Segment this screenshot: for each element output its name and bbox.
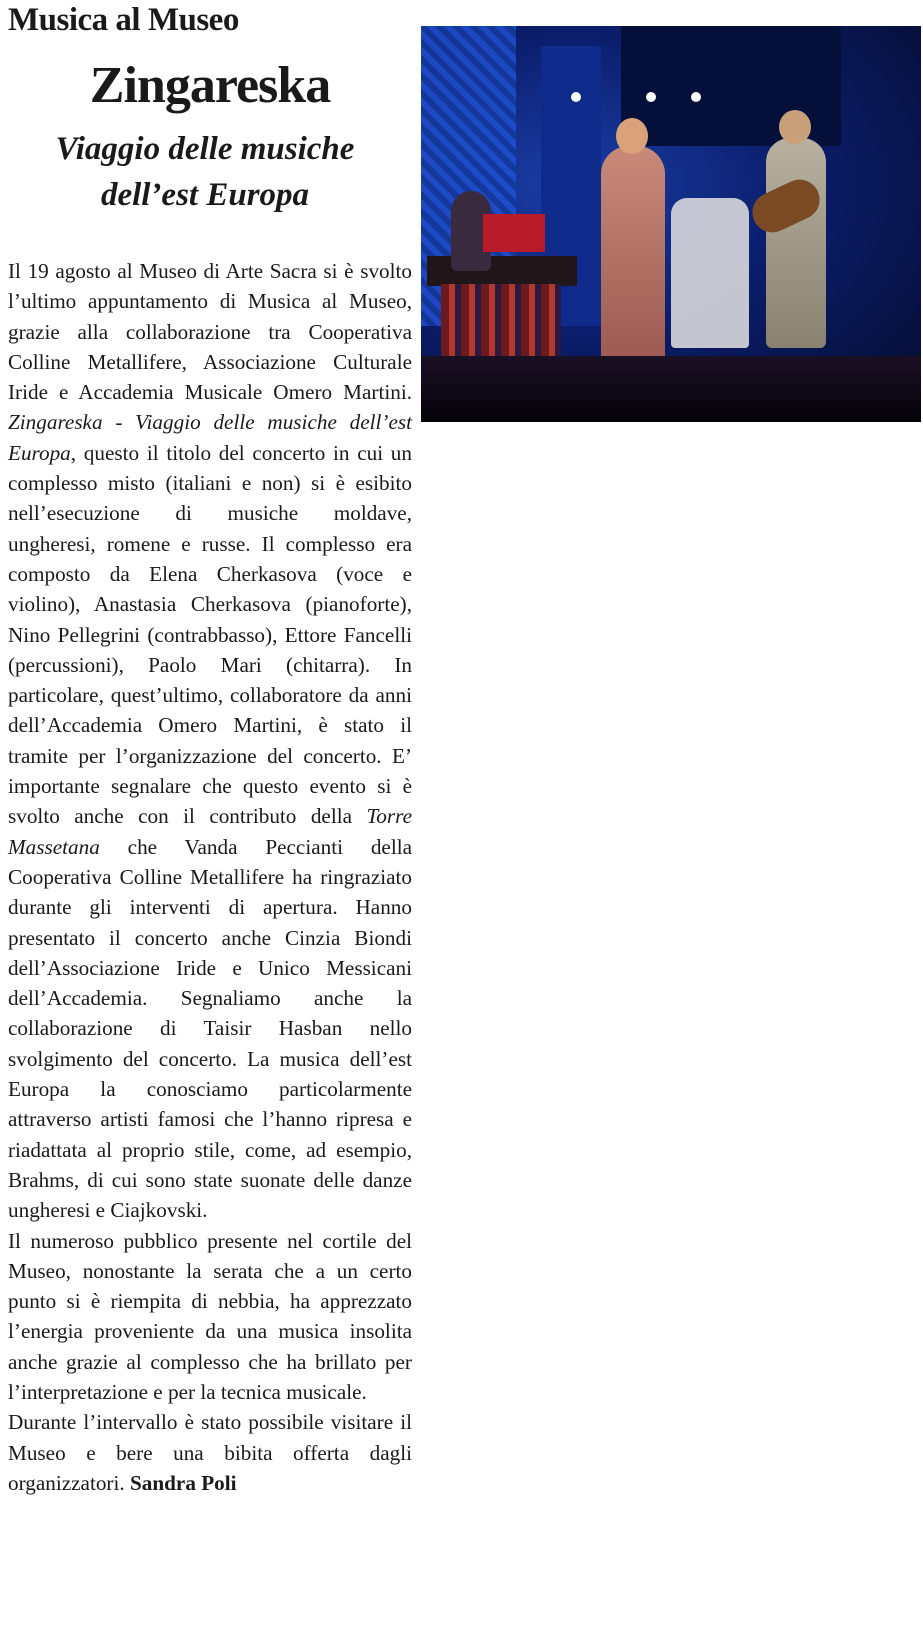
stage-light [571,92,581,102]
subtitle-line-2: dell’est Europa [100,177,310,213]
stage-light [691,92,701,102]
piano [427,256,577,286]
text-run: Durante l’intervallo è stato possibile visitare il Museo e bere una bibita offerta dagli organizzatori. [8,1410,412,1495]
stage-light [646,92,656,102]
guitarist [766,138,826,348]
paragraph-2: Il numeroso pubblico presente nel cortile del Museo, nonostante la serata che a un certo punto si è riempita di nebbia, ha apprezzato l’energia proveniente da una musica insolita anche grazie al complesso che ha brillato per l’interpretazione e per la tecnica musicale. [8,1228,412,1404]
red-case [483,214,545,252]
guitarist-head [779,110,811,144]
paragraph-3 [8,1407,412,1498]
stage-floor [421,356,921,422]
violinist-head [616,118,648,154]
white-drape [671,198,749,348]
concert-photo [421,26,921,422]
violinist [601,146,665,361]
byline: Sandra Poli [129,1470,237,1495]
section-kicker: Musica al Museo [8,2,239,38]
concert-title-italic: Zingareska - Viaggio delle musiche dell’est Europa [8,410,412,465]
paragraph-1 [8,256,412,1226]
text-run: Il 19 agosto al Museo di Arte Sacra si è svolto l’ultimo appuntamento di Musica al Museo, grazie alla collaborazione tra Cooperativa Colline Metallifere, Associazione Culturale Iride e Accademia Musicale Omero Martini. [8,259,412,405]
text-run: che Vanda Peccianti della Cooperativa Colline Metallifere ha ringraziato durante gli interventi di apertura. Hanno presentato il concerto anche Cinzia Biondi dell’Associazione Iride e Unico Messicani dell’Accademia. Segnaliamo anche la collaborazione di Taisir Hasban nello svolgimento del concerto. La musica dell’est Europa la conosciamo particolarmente attraverso artisti famosi che l’hanno ripresa e riadattata al proprio stile, come, ad esempio, Brahms, di cui sono state suonate delle danze ungheresi e Ciajkovski. [8,834,412,1223]
subtitle-line-1: Viaggio delle musiche [55,131,355,167]
text-run: , questo il titolo del concerto in cui un complesso misto (italiani e non) si è esibito nell’esecuzione di musiche moldave, ungheresi, romene e russe. Il complesso era composto da Elena Cherkasova (voce e violino), Anastasia Cherkasova (pianoforte), Nino Pellegrini (contrabbasso), Ettore Fancelli (percussioni), Paolo Mari (chitarra). In particolare, quest’ultimo, collaboratore da anni dell’Accademia Omero Martini, è stato il tramite per l’organizzazione del concerto. E’ importante segnalare che questo evento si è svolto anche con il contributo della [8,440,412,829]
article-subtitle [0,126,410,218]
sponsor-italic: Torre Massetana [8,804,412,859]
article-body [8,256,412,1498]
article-title: Zingareska [89,57,331,114]
piano-drape [441,284,561,356]
